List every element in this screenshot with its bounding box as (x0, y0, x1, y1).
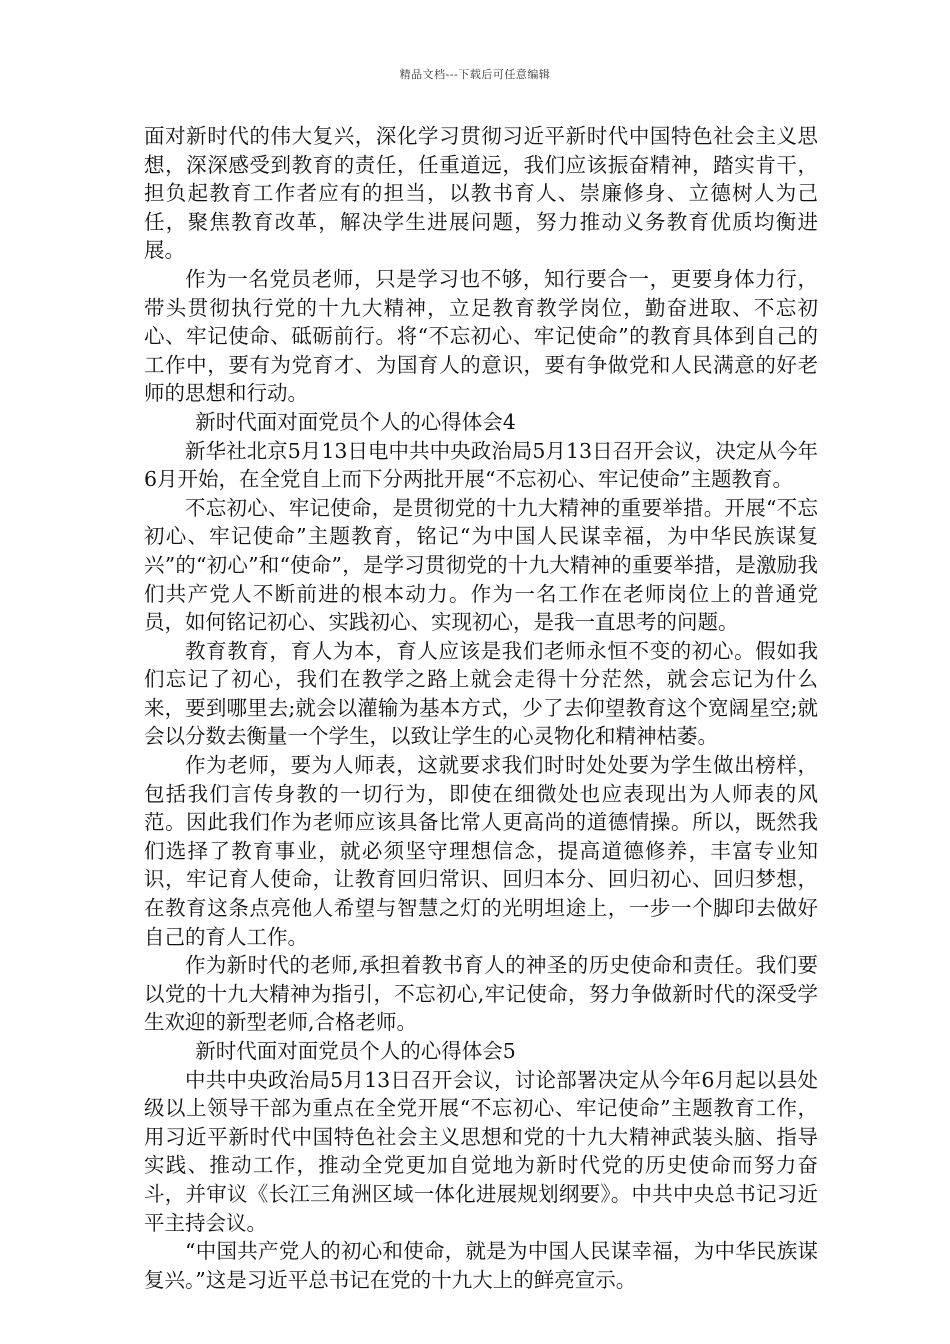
paragraph-1: 面对新时代的伟大复兴，深化学习贯彻习近平新时代中国特色社会主义思想，深深感受到教育的责任，任重道远，我们应该振奋精神，踏实肯干，担负起教育工作者应有的担当，以教书育人、崇廉修身、立德树人为己任，聚焦教育改革，解决学生进展问题，努力推动义务教育优质均衡进展。 (144, 124, 818, 263)
paragraph-3: 新华社北京5月13日电中共中央政治局5月13日召开会议，决定从今年6月开始，在全党自上而下分两批开展“不忘初心、牢记使命”主题教育。 (144, 438, 818, 492)
page-header: 精品文档---下载后可任意编辑 (399, 68, 551, 81)
section-heading-4: 新时代面对面党员个人的心得体会4 (195, 409, 516, 434)
document-body (144, 122, 818, 1294)
paragraph-6: 作为老师，要为人师表，这就要求我们时时处处要为学生做出榜样，包括我们言传身教的一切行为，即使在细微处也应表现出为人师表的风范。因此我们作为老师应该具备比常人更高尚的道德情操。所以，既然我们选择了教育事业，就必须坚守理想信念，提高道德修养，丰富专业知识，牢记育人使命，让教育回归常识、回归本分、回归初心、回归梦想，在教育这条点亮他人希望与智慧之灯的光明坦途上，一步一个脚印去做好自己的育人工作。 (144, 753, 818, 949)
paragraph-2: 作为一名党员老师，只是学习也不够，知行要合一，更要身体力行，带头贯彻执行党的十九大精神，立足教育教学岗位，勤奋进取、不忘初心、牢记使命、砥砺前行。将“不忘初心、牢记使命”的教育具体到自己的工作中，要有为党育才、为国育人的意识，要有争做党和人民满意的好老师的思想和行动。 (144, 266, 818, 406)
paragraph-4: 不忘初心、牢记使命，是贯彻党的十九大精神的重要举措。开展“不忘初心、牢记使命”主题教育，铭记“为中国人民谋幸福，为中华民族谋复兴”的“初心”和“使命”，是学习贯彻党的十九大精神的重要举措，是激励我们共产党人不断前进的根本动力。作为一名工作在老师岗位上的普通党员，如何铭记初心、实践初心、实现初心，是我一直思考的问题。 (144, 495, 818, 635)
paragraph-8: 中共中央政治局5月13日召开会议，讨论部署决定从今年6月起以县处级以上领导干部为重点在全党开展“不忘初心、牢记使命”主题教育工作，用习近平新时代中国特色社会主义思想和党的十九大精神武装头脑、指导实践、推动工作，推动全党更加自觉地为新时代党的历史使命而努力奋斗，并审议《长江三角洲区域一体化进展规划纲要》。中共中央总书记习近平主持会议。 (144, 1067, 818, 1235)
section-heading-5: 新时代面对面党员个人的心得体会5 (195, 1039, 516, 1063)
paragraph-5: 教育教育，育人为本，育人应该是我们老师永恒不变的初心。假如我们忘记了初心，我们在教学之路上就会走得十分茫然，就会忘记为什么来，要到哪里去;就会以灌输为基本方式，少了去仰望教育这个宽阔星空;就会以分数去衡量一个学生，以致让学生的心灵物化和精神枯萎。 (144, 638, 818, 749)
paragraph-7: 作为新时代的老师,承担着教书育人的神圣的历史使命和责任。我们要以党的十九大精神为指引，不忘初心,牢记使命，努力争做新时代的深受学生欢迎的新型老师,合格老师。 (144, 953, 818, 1035)
paragraph-9: “中国共产党人的初心和使命，就是为中国人民谋幸福，为中华民族谋复兴。”这是习近平总书记在党的十九大上的鲜亮宣示。 (144, 1239, 818, 1292)
